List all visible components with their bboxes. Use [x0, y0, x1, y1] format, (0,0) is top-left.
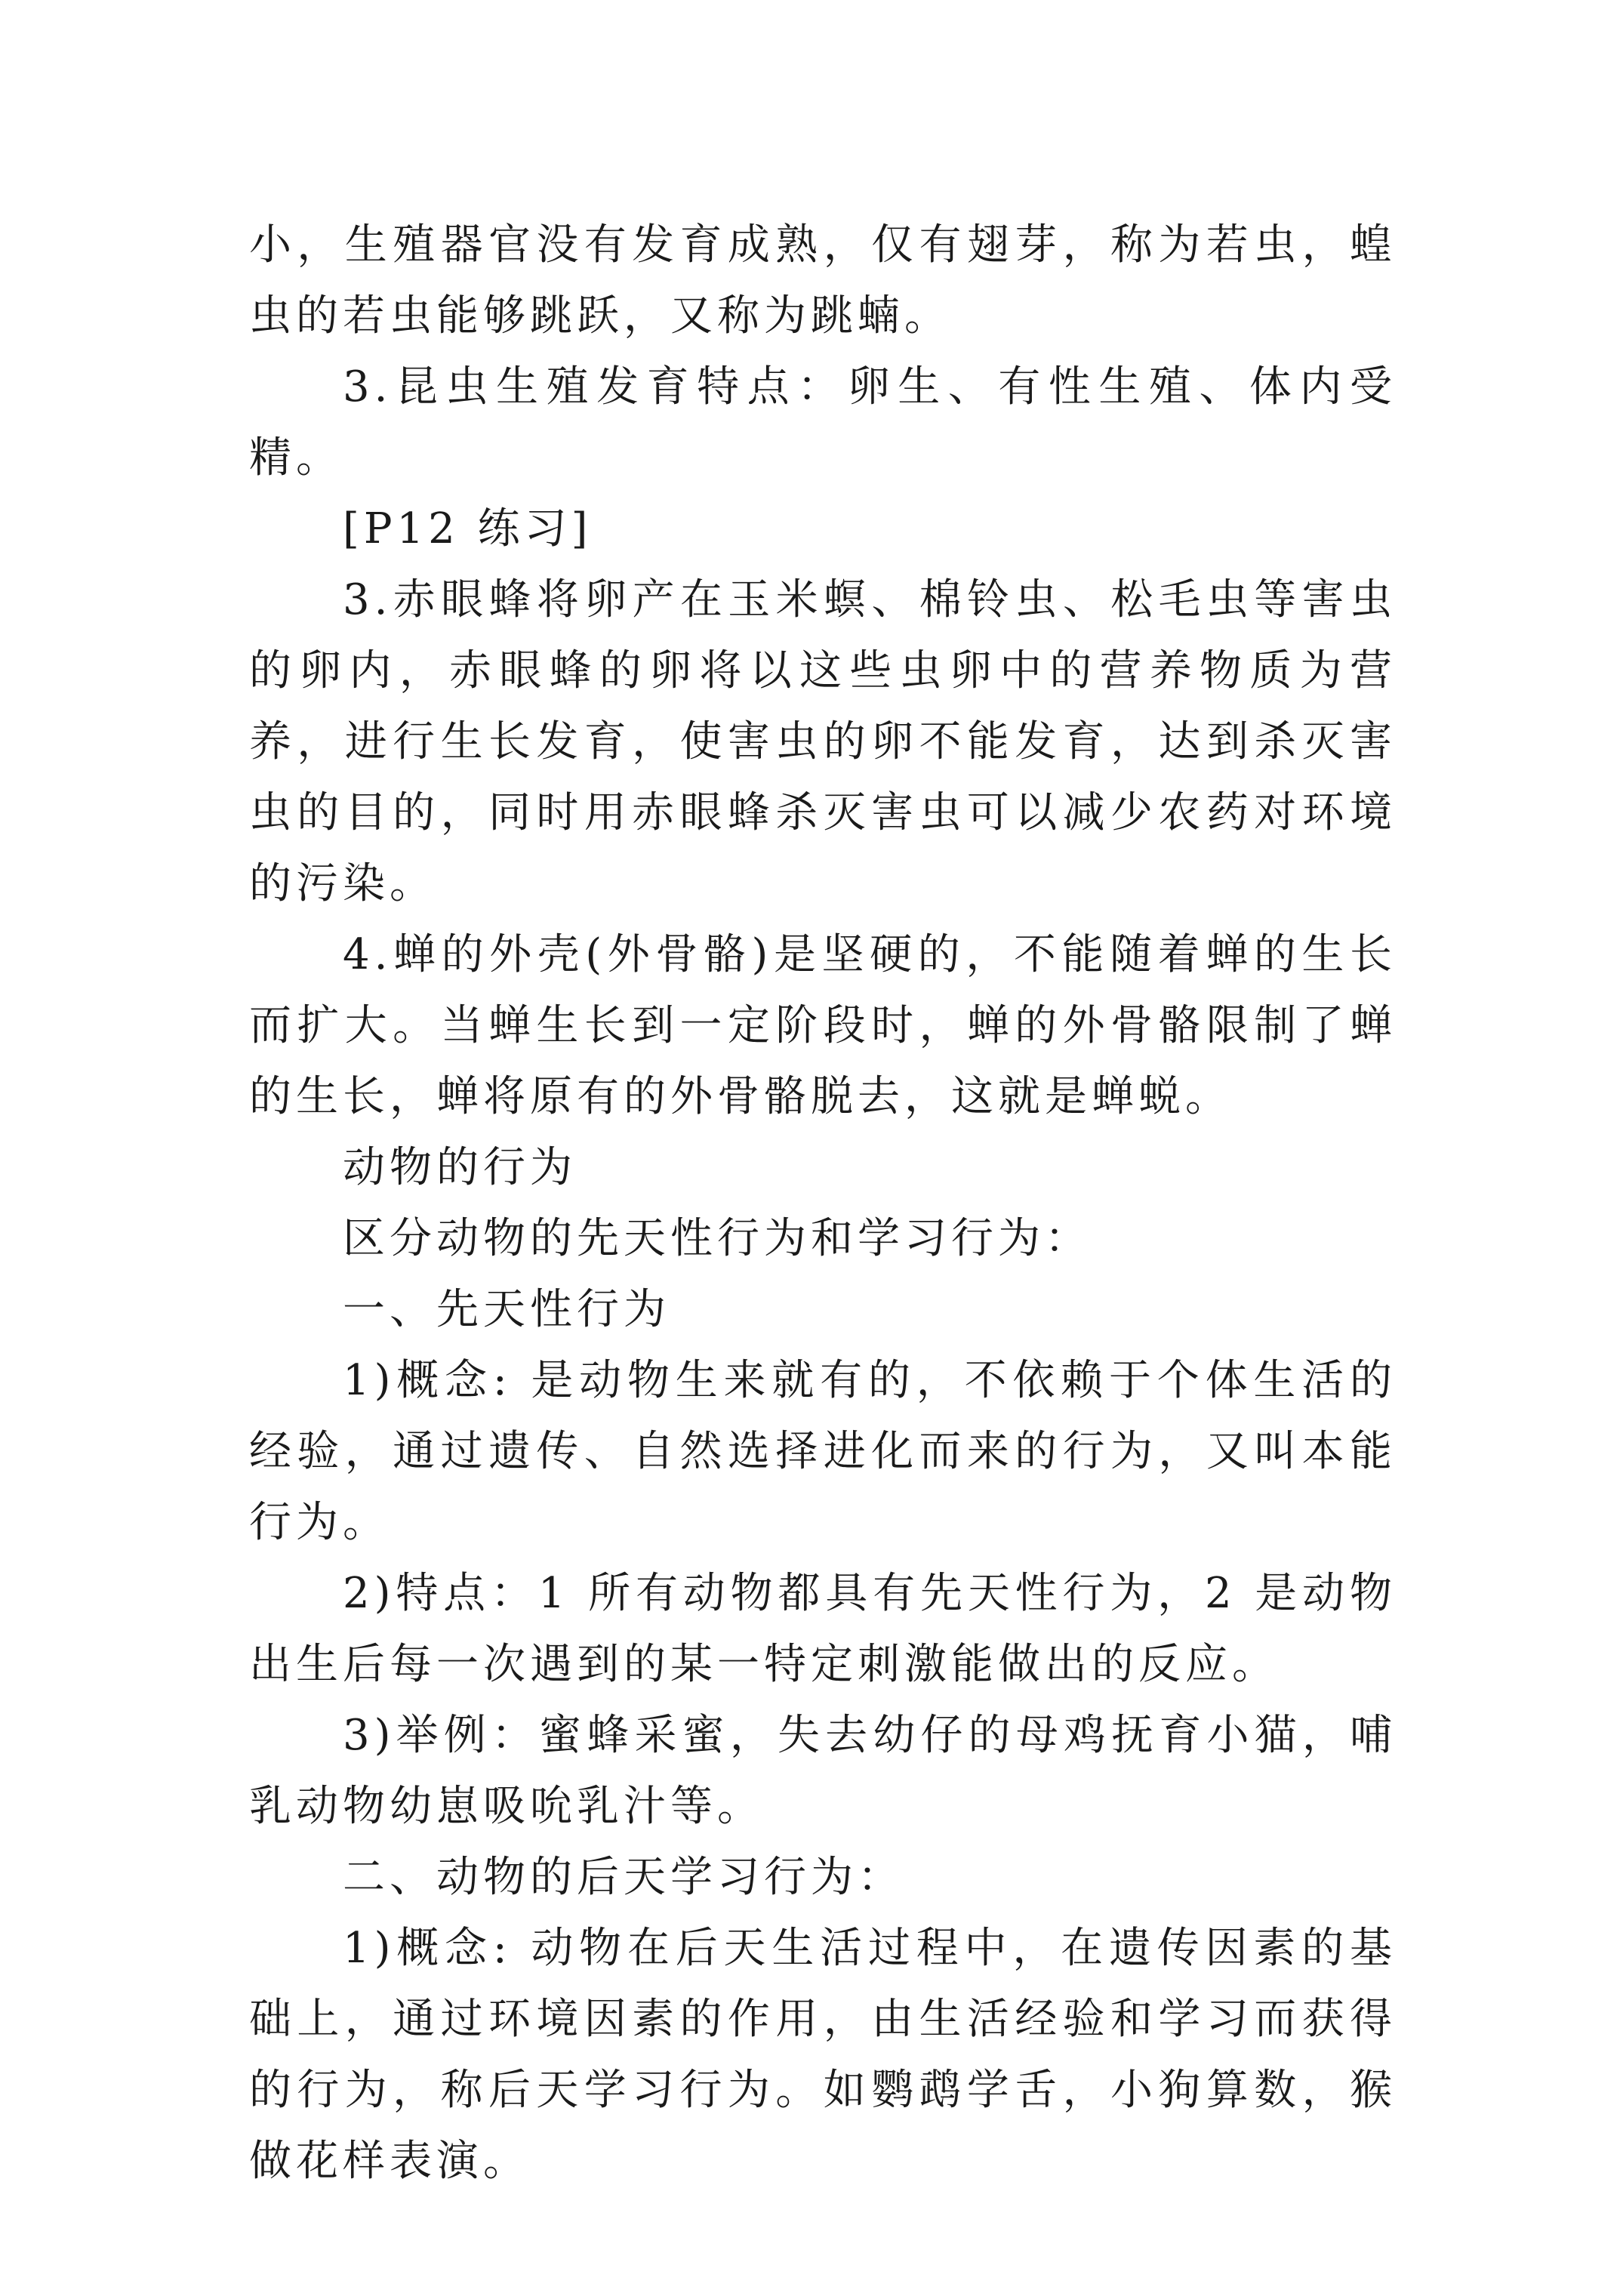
paragraph-insect-reproduction: 3.昆虫生殖发育特点：卵生、有性生殖、体内受精。	[249, 362, 1397, 482]
section-heading-animal-behavior: 动物的行为	[343, 1143, 577, 1192]
paragraph-innate-examples: 3)举例：蜜蜂采蜜，失去幼仔的母鸡抚育小猫，哺乳动物幼崽吸吮乳汁等。	[249, 1711, 1397, 1831]
paragraph-continued: 小，生殖器官没有发育成熟，仅有翅芽，称为若虫，蝗虫的若虫能够跳跃，又称为跳蝻。	[249, 220, 1397, 341]
paragraph-innate-features: 2)特点：1 所有动物都具有先天性行为，2 是动物出生后每一次遇到的某一特定刺激能做出的反应。	[249, 1569, 1397, 1689]
document-body	[249, 210, 1397, 2197]
paragraph-distinguish-behavior: 区分动物的先天性行为和学习行为：	[343, 1214, 1092, 1263]
paragraph-learned-concept: 1)概念: 动物在后天生活过程中，在遗传因素的基础上，通过环境因素的作用，由生活经验和学习而获得的行为，称后天学习行为。如鹦鹉学舌，小狗算数，猴做花样表演。	[249, 1924, 1397, 2186]
paragraph-innate-concept: 1)概念: 是动物生来就有的，不依赖于个体生活的经验，通过遗传、自然选择进化而来的行为，又叫本能行为。	[249, 1356, 1397, 1547]
paragraph-trichogramma: 3.赤眼蜂将卵产在玉米螟、棉铃虫、松毛虫等害虫的卵内，赤眼蜂的卵将以这些虫卵中的营养物质为营养，进行生长发育，使害虫的卵不能发育，达到杀灭害虫的目的，同时用赤眼蜂杀灭害虫可以减少农药对环境的污染。	[249, 575, 1397, 908]
subheading-innate-behavior: 一、先天性行为	[343, 1285, 670, 1334]
paragraph-exercise-heading: [P12 练习]	[343, 504, 593, 553]
subheading-learned-behavior: 二、动物的后天学习行为：	[343, 1853, 904, 1902]
paragraph-cicada-molt: 4.蝉的外壳(外骨骼)是坚硬的，不能随着蝉的生长而扩大。当蝉生长到一定阶段时，蝉的外骨骼限制了蝉的生长，蝉将原有的外骨骼脱去，这就是蝉蜕。	[249, 930, 1397, 1121]
